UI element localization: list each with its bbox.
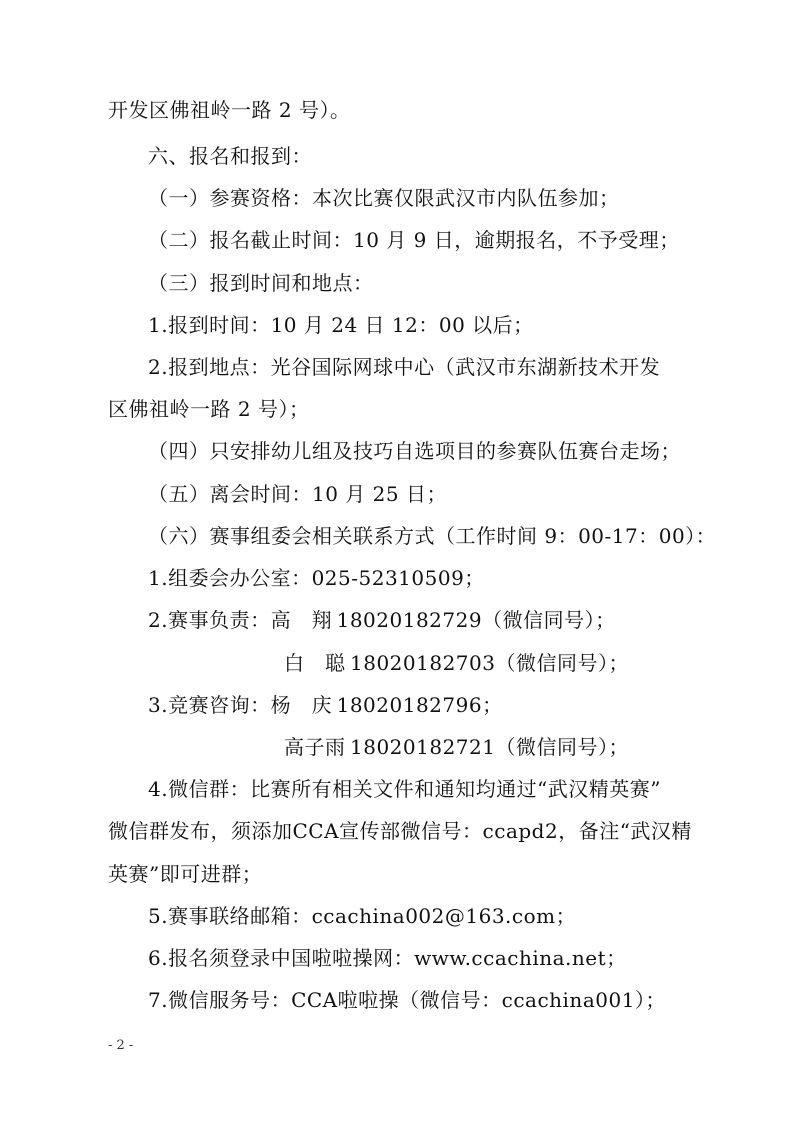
contact-info: 18020182703（微信同号）； [350, 651, 629, 675]
contact-name: 杨 庆 [270, 693, 333, 717]
section-heading-registration: 六、报名和报到： [148, 144, 312, 168]
contact-info: 18020182721（微信同号）； [350, 735, 629, 759]
contact-info: 18020182729（微信同号）； [336, 608, 616, 632]
text-line-checkin-place: 2.报到地点：光谷国际网球中心（武汉市东湖新技术开发 [148, 355, 661, 379]
text-line-wechat-service: 7.微信服务号：CCA啦啦操（微信号：ccachina001）； [148, 988, 666, 1012]
contact-name: 高 翔 [270, 608, 333, 632]
text-line-wechat-group-continued: 微信群发布，须添加CCA宣传部微信号：ccapd2，备注“武汉精 [108, 819, 692, 843]
text-line-office-phone: 1.组委会办公室：025-52310509； [148, 566, 485, 590]
contact-info: 18020182796； [336, 693, 503, 717]
text-line-deadline: （二）报名截止时间：10 月 9 日，逾期报名，不予受理； [148, 228, 680, 252]
contact-name: 高子雨 [284, 735, 346, 759]
text-line-registration-site: 6.报名须登录中国啦啦操网：www.ccachina.net； [148, 946, 627, 970]
text-line-contact-heading: （六）赛事组委会相关联系方式（工作时间 9：00-17：00）： [148, 524, 717, 548]
contact-row-competition-1 [148, 692, 503, 718]
page-number: - 2 - [108, 1038, 134, 1053]
contact-name: 白 聪 [284, 651, 346, 675]
contact-row-competition-2 [284, 734, 629, 760]
text-line-checkin-time: 1.报到时间：10 月 24 日 12：00 以后； [148, 313, 534, 337]
text-line-email: 5.赛事联络邮箱：ccachina002@163.com； [148, 904, 577, 928]
event-lead-label: 2.赛事负责： [148, 608, 271, 632]
text-line-eligibility: （一）参赛资格：本次比赛仅限武汉市内队伍参加； [148, 186, 620, 210]
contact-row-event-lead-2 [284, 650, 629, 676]
competition-label: 3.竞赛咨询： [148, 693, 271, 717]
text-line-departure: （五）离会时间：10 月 25 日； [148, 482, 447, 506]
text-line-wechat-group: 4.微信群：比赛所有相关文件和通知均通过“武汉精英赛” [148, 777, 662, 801]
contact-row-event-lead-1 [148, 607, 616, 633]
text-line-wechat-group-end: 英赛”即可进群； [108, 862, 263, 886]
text-line-checkin-heading: （三）报到时间和地点： [148, 271, 374, 295]
text-line-address-continued: 开发区佛祖岭一路 2 号）。 [108, 98, 351, 122]
text-line-walkthrough: （四）只安排幼儿组及技巧自选项目的参赛队伍赛台走场； [148, 439, 681, 463]
text-line-checkin-place-continued: 区佛祖岭一路 2 号）； [108, 397, 310, 421]
